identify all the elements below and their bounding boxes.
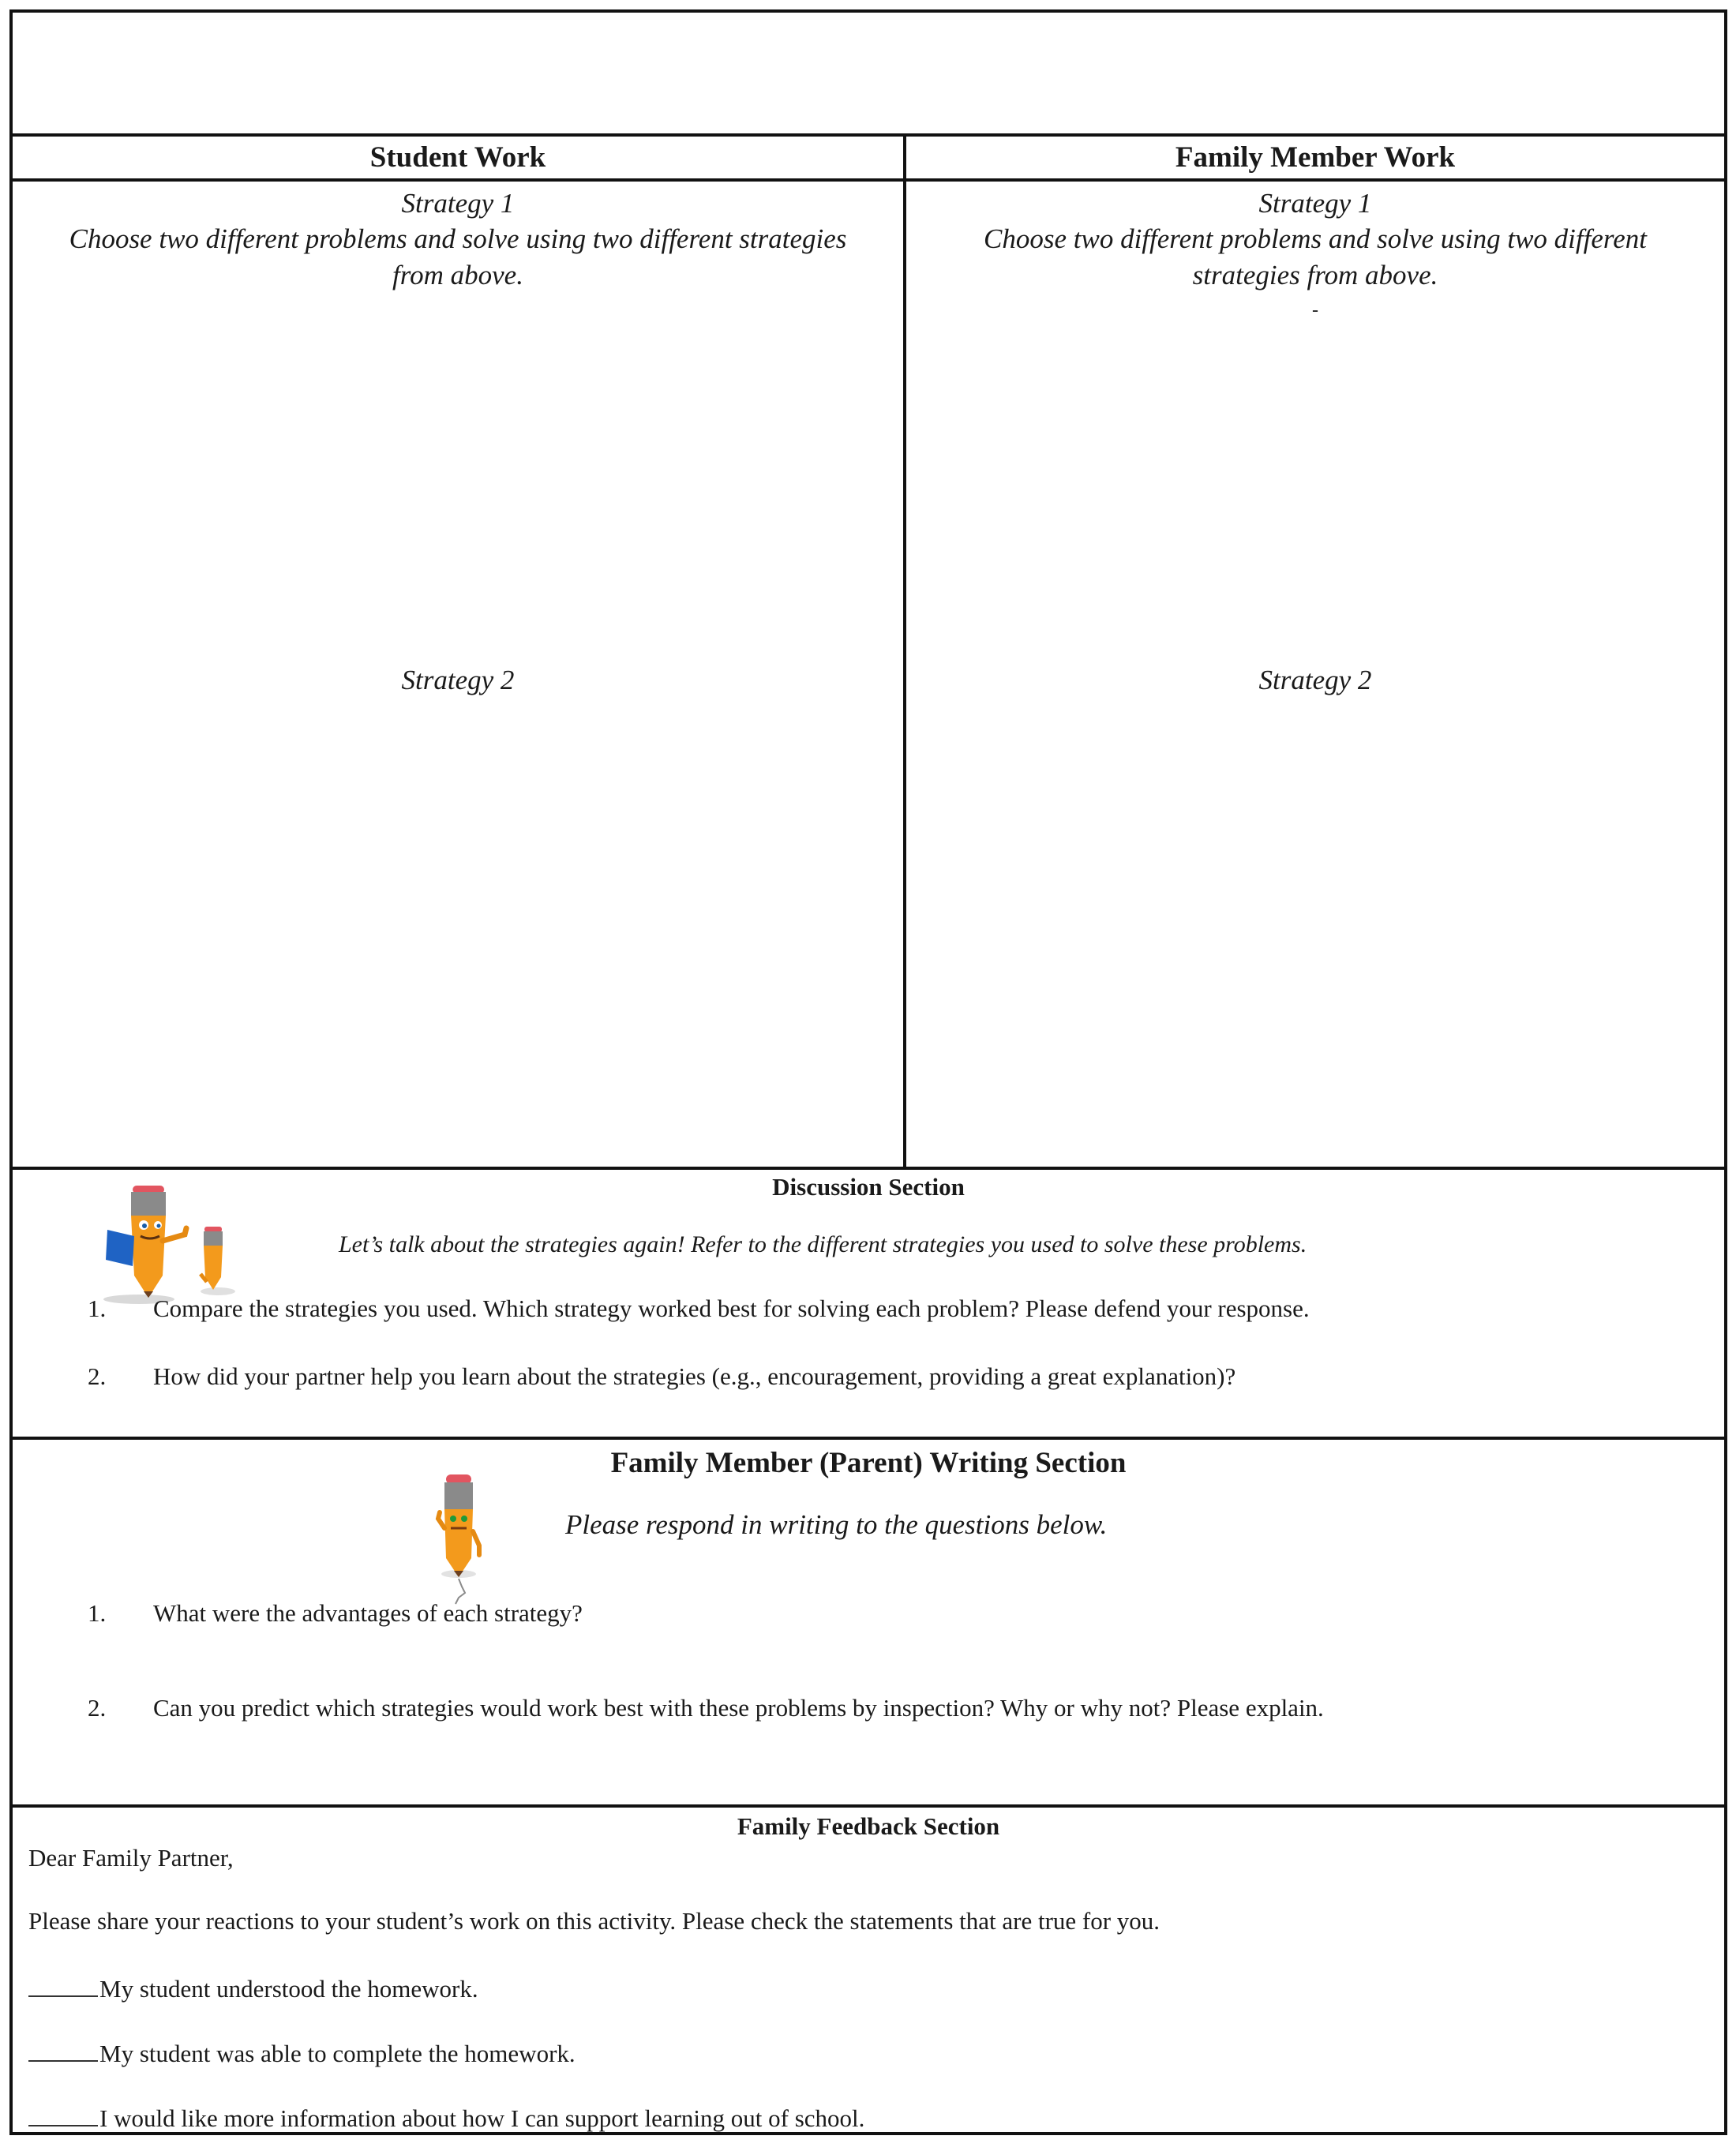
feedback-greeting: Dear Family Partner,: [28, 1844, 234, 1872]
pencil-character-icon: [427, 1463, 490, 1606]
work-area-row: [13, 178, 1724, 1167]
feedback-statement-3[interactable]: [28, 2101, 864, 2133]
parent-question-1: [88, 1599, 583, 1628]
two-pencil-characters-icon: [84, 1173, 242, 1307]
feedback-title: Family Feedback Section: [737, 1812, 1000, 1840]
checkbox-blank[interactable]: [28, 2101, 98, 2126]
parent-writing-section: [13, 1437, 1724, 1804]
checkbox-blank[interactable]: [28, 2036, 98, 2062]
family-member-work-header: Family Member Work: [903, 137, 1724, 178]
feedback-intro: Please share your reactions to your student’s work on this activity. Please check the statements that are true for you.: [28, 1907, 1160, 1935]
statement-text: My student was able to complete the homework.: [99, 2040, 576, 2067]
parent-writing-subtitle: Please respond in writing to the questions below.: [565, 1509, 1108, 1540]
discussion-question-1: [88, 1295, 1310, 1323]
discussion-section: [13, 1167, 1724, 1437]
student-strategy-1-label: Strategy 1: [401, 188, 515, 219]
statement-text: My student understood the homework.: [99, 1975, 478, 2003]
question-text: Can you predict which strategies would work best with these problems by inspection? Why or why not? Please explain.: [153, 1694, 1324, 1722]
question-text: What were the advantages of each strategy?: [153, 1599, 583, 1627]
question-number: 2.: [88, 1694, 107, 1722]
feedback-statement-1[interactable]: [28, 1972, 478, 2003]
discussion-question-2: [88, 1362, 1235, 1391]
discussion-title: Discussion Section: [772, 1173, 965, 1201]
student-work-header: Student Work: [369, 141, 546, 174]
statement-text: I would like more information about how I can support learning out of school.: [99, 2104, 865, 2132]
student-instruction: Choose two different problems and solve using two different strategies from above.: [69, 223, 847, 290]
question-number: 1.: [88, 1599, 107, 1627]
question-number: 2.: [88, 1362, 107, 1390]
family-strategy-2-label: Strategy 2: [1258, 665, 1372, 695]
column-header-row: [13, 133, 1724, 178]
family-strategy-1-label: Strategy 1: [1258, 188, 1372, 219]
family-instruction: Choose two different problems and solve using two different strategies from above.: [984, 223, 1647, 290]
student-strategy-2-label: Strategy 2: [401, 665, 515, 695]
blank-title-row[interactable]: [13, 13, 1724, 133]
discussion-subtitle: Let’s talk about the strategies again! Refer to the different strategies you used to solve these problems.: [339, 1231, 1307, 1257]
student-work-area[interactable]: [13, 182, 903, 1167]
question-text: How did your partner help you learn about the strategies (e.g., encouragement, providing a great explanation)?: [153, 1362, 1236, 1390]
question-text: Compare the strategies you used. Which strategy worked best for solving each problem? Please defend your response.: [153, 1295, 1310, 1322]
family-work-area[interactable]: [903, 182, 1724, 1167]
homework-worksheet: [9, 9, 1727, 2135]
family-feedback-section: [13, 1804, 1724, 2132]
checkbox-blank[interactable]: [28, 1972, 98, 1997]
parent-question-2: [88, 1694, 1324, 1722]
feedback-statement-2[interactable]: [28, 2036, 576, 2068]
parent-writing-title: Family Member (Parent) Writing Section: [610, 1447, 1127, 1479]
question-number: 1.: [88, 1295, 107, 1322]
stray-mark: -: [1312, 300, 1318, 320]
